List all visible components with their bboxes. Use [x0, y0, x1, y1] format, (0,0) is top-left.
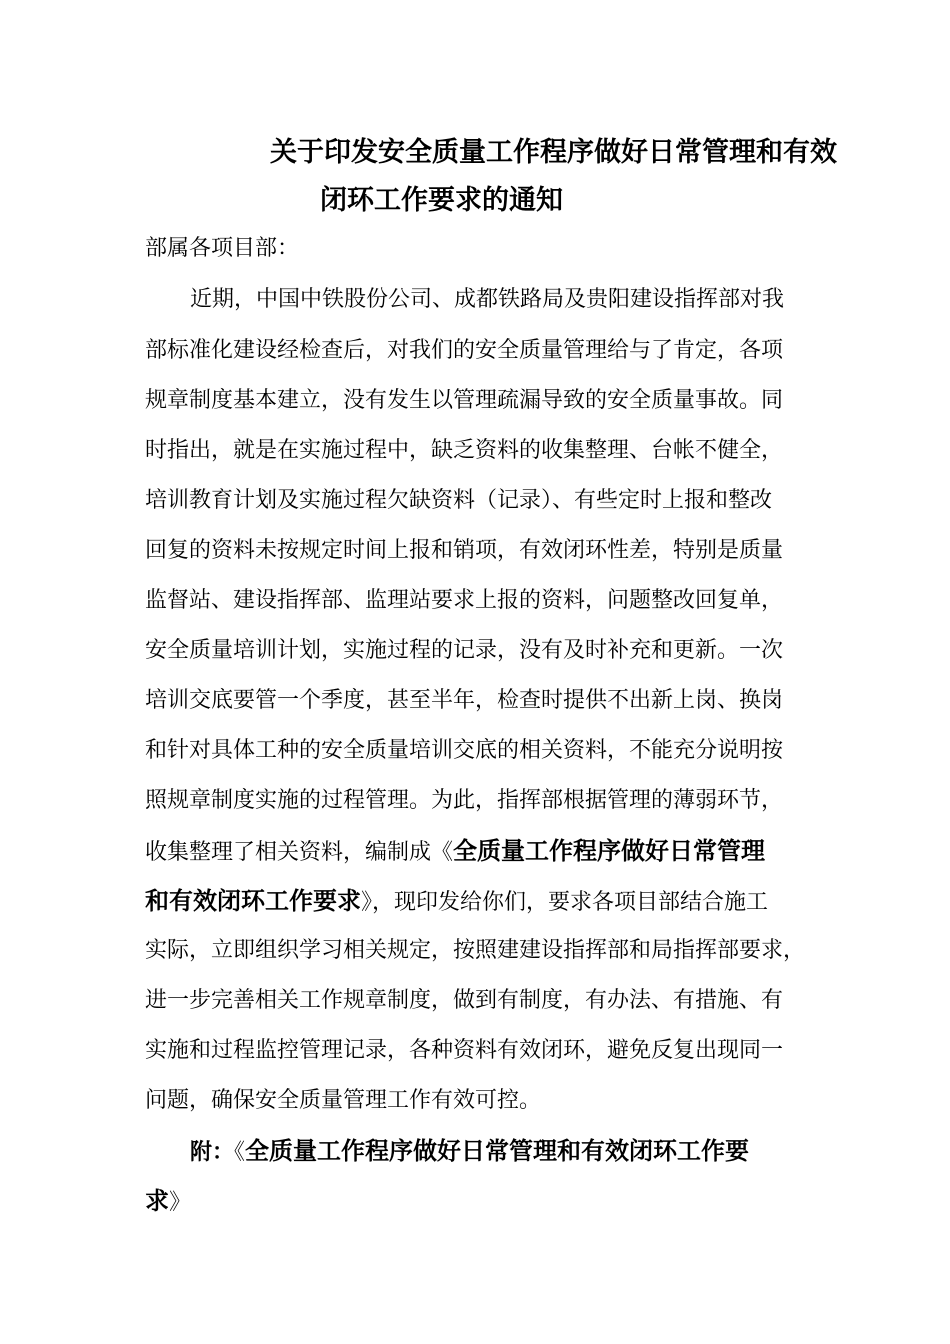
body-line: 部标准化建设经检查后，对我们的安全质量管理给与了肯定，各项: [145, 338, 784, 363]
emphasized-document-title: 和有效闭环工作要求: [145, 887, 361, 915]
body-text: 》，现印发给你们，要求各项目部结合施工: [361, 890, 769, 915]
body-line: 时指出，就是在实施过程中，缺乏资料的收集整理、台帐不健全，: [145, 438, 784, 463]
attachment-line-1: [190, 1136, 749, 1168]
body-line: 进一步完善相关工作规章制度，做到有制度，有办法、有措施、有: [145, 988, 784, 1013]
attachment-line-2: [145, 1186, 191, 1218]
body-line: 监督站、建设指挥部、监理站要求上报的资料，问题整改回复单，: [145, 588, 784, 613]
body-line: 安全质量培训计划，实施过程的记录，没有及时补充和更新。一次: [145, 638, 784, 663]
attachment-label: 附：: [190, 1140, 235, 1165]
attachment-open-bracket: 《: [234, 1140, 246, 1165]
attachment-close-bracket: 》: [169, 1190, 192, 1215]
body-line: 实际，立即组织学习相关规定，按照建建设指挥部和局指挥部要求，: [145, 938, 806, 963]
body-line: 培训交底要管一个季度，甚至半年，检查时提供不出新上岗、换岗: [145, 688, 784, 713]
attachment-title-continued: 求: [145, 1187, 169, 1215]
body-line: 培训教育计划及实施过程欠缺资料（记录）、有些定时上报和整改: [145, 488, 773, 513]
attachment-title: 全质量工作程序做好日常管理和有效闭环工作要: [245, 1137, 750, 1165]
salutation: 部属各项目部：: [145, 236, 300, 261]
body-line: 回复的资料未按规定时间上报和销项，有效闭环性差，特别是质量: [145, 538, 784, 563]
body-line-mixed: [145, 836, 765, 868]
emphasized-document-title: 全质量工作程序做好日常管理: [453, 837, 766, 865]
body-line-mixed: [145, 886, 768, 918]
body-line: 实施和过程监控管理记录，各种资料有效闭环，避免反复出现同一: [145, 1038, 784, 1063]
document-title-line-1: 关于印发安全质量工作程序做好日常管理和有效: [270, 137, 837, 168]
body-line: 问题，确保安全质量管理工作有效可控。: [145, 1088, 542, 1113]
body-line: 照规章制度实施的过程管理。为此，指挥部根据管理的薄弱环节，: [145, 788, 784, 813]
document-title-line-2: 闭环工作要求的通知: [320, 185, 563, 216]
body-text: 收集整理了相关资料，编制成《: [145, 840, 454, 865]
body-line: 近期，中国中铁股份公司、成都铁路局及贵阳建设指挥部对我: [190, 287, 785, 312]
body-line: 规章制度基本建立，没有发生以管理疏漏导致的安全质量事故。同: [145, 388, 784, 413]
body-line: 和针对具体工种的安全质量培训交底的相关资料，不能充分说明按: [145, 738, 784, 763]
